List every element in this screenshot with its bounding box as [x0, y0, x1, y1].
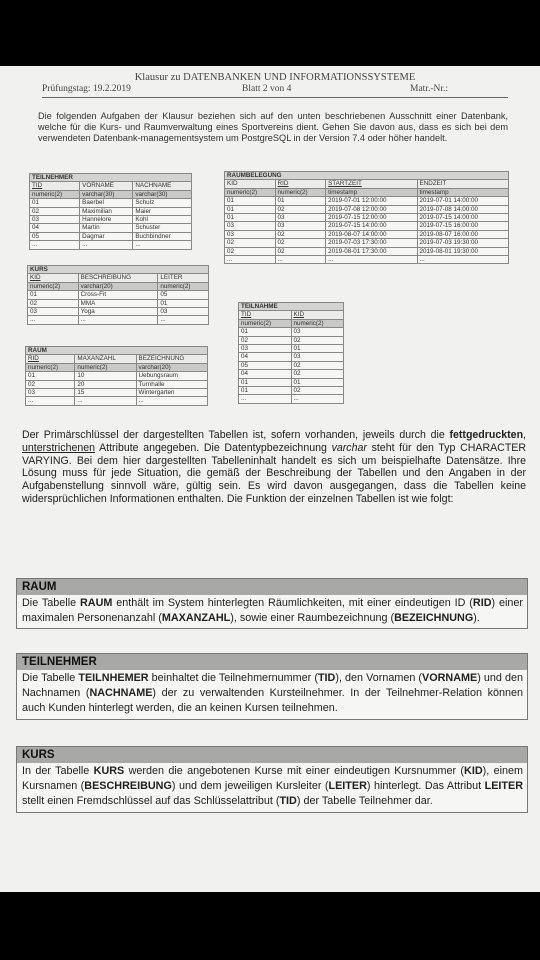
table-cell: varchar(20) [78, 282, 158, 290]
table-row [28, 291, 209, 299]
table-cell: 2019-07-15 14:00:00 [326, 222, 417, 230]
table-cell: varchar(30) [133, 190, 192, 198]
pk-sentence-middle: Attribute angegeben. Die Datentypbezeichnung [99, 441, 327, 454]
table-cell: Maximilian [80, 207, 133, 215]
table-cell: 2019-08-01 17:30:00 [326, 247, 417, 255]
text-segment: ) und den Nachnamen ( [22, 672, 523, 700]
table-cell: 02 [275, 230, 326, 238]
table-row [30, 207, 192, 215]
table-row [239, 378, 344, 386]
table-cell: 01 [225, 214, 276, 222]
table-cell: numeric(2) [28, 282, 79, 290]
table-cell: 03 [291, 328, 344, 336]
table-cell: 01 [291, 345, 344, 353]
table-cell: 03 [158, 308, 209, 316]
table-row [239, 345, 344, 353]
table-cell: LEITER [158, 274, 209, 282]
teilnehmer-hd-row [30, 182, 192, 190]
table-cell: 01 [225, 197, 276, 205]
table-cell: NACHNAME [133, 182, 192, 190]
table-cell: 02 [291, 361, 344, 369]
table-cell: Schuster [133, 224, 192, 232]
table-row [28, 316, 209, 324]
bold-term: NACHNAME [89, 687, 153, 700]
table-cell: 02 [291, 336, 344, 344]
table-cell: 01 [239, 378, 292, 386]
table-cell: KID [225, 180, 276, 188]
table-cell: 02 [275, 205, 326, 213]
table-row [239, 387, 344, 395]
table-cell: 2019-08-07 16:00:00 [417, 230, 508, 238]
table-cell: 02 [30, 207, 80, 215]
table-cell: 01 [239, 387, 292, 395]
table-cell: 15 [75, 389, 136, 397]
table-caption: TEILNAHME [239, 303, 344, 311]
table-caption: KURS [28, 266, 209, 274]
table-cell: 04 [239, 353, 292, 361]
teilnahme-caption-row [239, 303, 344, 311]
table-cell: varchar(20) [136, 363, 208, 371]
table-cell: 02 [225, 247, 276, 255]
table-cell: STARTZEIT [326, 180, 417, 188]
description-kurs [16, 746, 528, 813]
table-cell: 02 [275, 239, 326, 247]
text-segment: ), den Vornamen ( [335, 672, 423, 684]
table-cell: Schulz [133, 199, 192, 207]
text-segment: Die Tabelle [22, 672, 79, 684]
table-cell: 2019-07-03 19:30:00 [417, 239, 508, 247]
table-row [239, 353, 344, 361]
text-segment: beinhaltet die Teilnehmernummer ( [148, 672, 318, 684]
table-cell: TID [30, 182, 80, 190]
table-cell: ... [136, 397, 208, 405]
table-cell: KID [291, 311, 344, 319]
table-cell: numeric(2) [75, 363, 136, 371]
table-teilnahme [238, 302, 344, 404]
table-cell: ... [158, 316, 209, 324]
exam-date: Prüfungstag: 19.2.2019 [42, 84, 131, 94]
exam-title: Klausur zu DATENBANKEN UND INFORMATIONSSYSTEME [134, 72, 416, 83]
varchar-term: varchar [331, 441, 367, 454]
table-cell: timestamp [326, 188, 417, 196]
table-cell: 04 [30, 224, 80, 232]
table-cell: 01 [30, 199, 80, 207]
raumbelegung-ty-row [225, 188, 509, 196]
sheet-number: Blatt 2 von 4 [242, 84, 292, 94]
text-segment: ) und dem jeweiligen Kursleiter ( [171, 780, 329, 793]
table-cell: 02 [225, 239, 276, 247]
text-segment: enthält im System hinterlegten Räumlichkeiten, mit einer eindeutigen ID ( [112, 597, 473, 609]
description-kurs-title: KURS [17, 747, 527, 763]
table-row [28, 308, 209, 316]
table-cell: 01 [28, 291, 79, 299]
sample-data-paragraph: Bei dem hier dargestellten Tabelleninhalt handelt es sich um beispielhafte Datensätze. Ihre Lösung muss für jede Situation, die gemäß der Beschreibung der Tabellen und den Angaben in der Aufgabenstellung sinnvoll wäre, gültig sein. Es wird davon ausgegangen, dass die Tabellen keine widersprüchlichen Informationen enthalten. Die Funktion der einzelnen Tabellen ist wie folgt: [22, 454, 526, 505]
bold-word: fettgedruckten [449, 429, 524, 441]
bold-term: KURS [93, 765, 125, 777]
table-cell: 03 [275, 214, 326, 222]
bold-term: LEITER [328, 780, 367, 793]
table-cell: 04 [239, 370, 292, 378]
table-raumbelegung [224, 171, 509, 264]
table-cell: 05 [239, 361, 292, 369]
table-cell: 01 [275, 197, 326, 205]
pk-sentence-start: Der Primärschlüssel der dargestellten Tabellen ist, sofern vorhanden, jeweils durch die [22, 429, 445, 441]
table-raum [25, 346, 208, 406]
table-row [30, 216, 192, 224]
bold-term: RID [472, 597, 492, 609]
table-cell: 03 [239, 345, 292, 353]
text-segment: ) einer maximalen Personenanzahl ( [22, 597, 524, 625]
table-cell: 2019-07-01 12:00:00 [326, 197, 417, 205]
table-row [225, 256, 509, 264]
table-cell: TID [239, 311, 292, 319]
table-cell: 10 [75, 372, 136, 380]
kurs-caption-row [28, 266, 209, 274]
table-row [26, 389, 208, 397]
raum-hd-row [26, 355, 208, 363]
description-teilnehmer [16, 653, 528, 720]
bold-term: BESCHREIBUNG [84, 780, 172, 793]
table-cell: ... [239, 395, 292, 403]
text-segment: ), einem Kursnamen ( [22, 765, 523, 793]
bold-term: BEZEICHNUNG [394, 612, 474, 625]
table-cell: ENDZEIT [417, 180, 508, 188]
bold-term: MAXANZAHL [161, 612, 231, 625]
table-cell: BEZEICHNUNG [136, 355, 208, 363]
bold-term: RAUM [80, 597, 113, 609]
table-row [225, 214, 509, 222]
text-segment: stellt einen Fremdschlüssel auf das Schlüsselattribut ( [22, 795, 280, 808]
table-cell: ... [326, 256, 417, 264]
table-row [225, 205, 509, 213]
table-cell: 2019-08-07 14:00:00 [326, 230, 417, 238]
table-cell: VORNAME [80, 182, 133, 190]
table-row [26, 380, 208, 388]
table-row [225, 239, 509, 247]
kurs-ty-row [28, 282, 209, 290]
underlined-word: unterstrichenen [22, 441, 96, 454]
bold-term: TID [279, 795, 297, 808]
text-segment: ). [473, 612, 480, 625]
text-segment: werden die angebotenen Kurse mit einer eindeutigen Kursnummer ( [124, 765, 465, 777]
table-cell: Turnhalle [136, 380, 208, 388]
table-cell: 03 [225, 222, 276, 230]
table-cell: 2019-07-08 12:00:00 [326, 205, 417, 213]
table-cell: 03 [225, 230, 276, 238]
bold-term: KID [464, 765, 483, 777]
comma: , [523, 429, 526, 441]
table-cell: numeric(2) [26, 363, 75, 371]
table-cell: 02 [28, 299, 79, 307]
table-cell: timestamp [417, 188, 508, 196]
table-cell: 03 [26, 389, 75, 397]
teilnahme-ty-row [239, 319, 344, 327]
table-cell: 02 [275, 247, 326, 255]
table-cell: numeric(2) [291, 319, 344, 327]
raumbelegung-hd-row [225, 180, 509, 188]
table-cell: Kohl [133, 216, 192, 224]
teilnehmer-ty-row [30, 190, 192, 198]
table-row [28, 299, 209, 307]
table-cell: Yoga [78, 308, 158, 316]
table-cell: ... [75, 397, 136, 405]
teilnahme-hd-row [239, 311, 344, 319]
table-cell: 05 [30, 232, 80, 240]
text-segment: ), sowie einer Raumbezeichnung ( [230, 612, 395, 625]
description-raum-text [17, 595, 527, 628]
table-row [30, 199, 192, 207]
table-cell: numeric(2) [239, 319, 292, 327]
table-cell: 05 [158, 291, 209, 299]
table-cell: 02 [291, 387, 344, 395]
raumbelegung-caption-row [225, 172, 509, 180]
matriculation-field: Matr.-Nr.: [410, 84, 448, 94]
table-caption: TEILNEHMER [30, 174, 192, 182]
table-teilnehmer [29, 173, 192, 250]
table-cell: 03 [28, 308, 79, 316]
text-segment: In der Tabelle [22, 765, 94, 777]
explanation-text [22, 429, 526, 506]
table-cell: ... [417, 256, 508, 264]
table-cell: Baerbel [80, 199, 133, 207]
teilnehmer-caption-row [30, 174, 192, 182]
table-cell: numeric(2) [275, 188, 326, 196]
table-row [30, 232, 192, 240]
table-kurs [27, 265, 209, 325]
table-cell: 20 [75, 380, 136, 388]
table-cell: RID [275, 180, 326, 188]
bold-term: LEITER [484, 780, 523, 793]
text-segment: ) hinterlegt. Das Attribut [366, 780, 485, 793]
kurs-hd-row [28, 274, 209, 282]
table-cell: numeric(2) [225, 188, 276, 196]
table-row [225, 230, 509, 238]
table-row [239, 370, 344, 378]
text-segment: Die Tabelle [22, 597, 80, 609]
table-cell: 01 [225, 205, 276, 213]
raum-caption-row [26, 347, 208, 355]
table-cell: 2019-08-01 19:30:00 [417, 247, 508, 255]
table-cell: 2019-07-15 12:00:00 [326, 214, 417, 222]
table-row [30, 241, 192, 249]
table-caption: RAUM [26, 347, 208, 355]
table-cell: 03 [275, 222, 326, 230]
document-page [0, 66, 540, 892]
table-cell: ... [26, 397, 75, 405]
text-segment: ) der Tabelle Teilnehmer dar. [296, 795, 433, 808]
table-row [26, 372, 208, 380]
bold-term: TEILNHEMER [78, 672, 149, 684]
text-segment: ) der zu verwaltenden Kursteilnehmer. In der Teilnehmer-Relation können auch Kunden hinterlegt werden, die an keinen Kursen teilnehmen. [22, 687, 523, 715]
table-cell: 2019-07-01 14:00:00 [417, 197, 508, 205]
table-cell: ... [291, 395, 344, 403]
table-cell: 02 [26, 380, 75, 388]
table-cell: Cross-Fit [78, 291, 158, 299]
table-cell: 02 [291, 370, 344, 378]
table-cell: ... [275, 256, 326, 264]
table-cell: ... [133, 241, 192, 249]
table-cell: 01 [291, 378, 344, 386]
table-cell: ... [225, 256, 276, 264]
bold-term: VORNAME [422, 672, 478, 684]
pk-sentence-end: steht für den Typ CHARACTER VARYING. [22, 441, 527, 467]
table-cell: 01 [239, 328, 292, 336]
table-row [239, 336, 344, 344]
table-cell: 02 [239, 336, 292, 344]
table-cell: BESCHREIBUNG [78, 274, 158, 282]
table-row [225, 247, 509, 255]
table-cell: Wintergarten [136, 389, 208, 397]
table-cell: Uebungsraum [136, 372, 208, 380]
table-row [30, 224, 192, 232]
table-cell: Maier [133, 207, 192, 215]
table-cell: Dagmar [80, 232, 133, 240]
table-cell: numeric(2) [30, 190, 80, 198]
table-row [239, 328, 344, 336]
table-cell: 2019-07-15 14:00:00 [417, 214, 508, 222]
table-cell: Buchbindner [133, 232, 192, 240]
description-teilnehmer-text [17, 670, 527, 719]
table-cell: KID [28, 274, 79, 282]
table-cell: ... [78, 316, 158, 324]
description-kurs-text [17, 763, 527, 812]
table-cell: ... [30, 241, 80, 249]
table-cell: varchar(30) [80, 190, 133, 198]
intro-paragraph: Die folgenden Aufgaben der Klausur beziehen sich auf den unten beschriebenen Ausschnitt einer Datenbank, welche für die Kurs- und Raumverwaltung eines Sportvereins dient. Gehen Sie davon aus, dass es sich bei dem verwendeten Datenbank-managementsystem um PostgreSQL in der Version 7.4 oder höher handelt. [38, 111, 508, 144]
description-teilnehmer-title: TEILNEHMER [17, 654, 527, 670]
table-row [225, 197, 509, 205]
description-raum [16, 578, 528, 629]
table-row [239, 395, 344, 403]
description-raum-title: RAUM [17, 579, 527, 595]
table-row [239, 361, 344, 369]
table-row [26, 397, 208, 405]
table-cell: MMA [78, 299, 158, 307]
table-cell: MAXANZAHL [75, 355, 136, 363]
table-caption: RAUMBELEGUNG [225, 172, 509, 180]
table-cell: ... [28, 316, 79, 324]
table-cell: ... [80, 241, 133, 249]
table-cell: 2019-07-15 16:00:00 [417, 222, 508, 230]
table-cell: RID [26, 355, 75, 363]
table-row [225, 222, 509, 230]
table-cell: 01 [26, 372, 75, 380]
table-cell: numeric(2) [158, 282, 209, 290]
table-cell: 2019-07-03 17:30:00 [326, 239, 417, 247]
table-cell: 03 [30, 216, 80, 224]
table-cell: 01 [158, 299, 209, 307]
table-cell: 03 [291, 353, 344, 361]
raum-ty-row [26, 363, 208, 371]
exam-meta-row [42, 84, 508, 98]
bold-term: TID [317, 672, 336, 684]
table-cell: Martin [80, 224, 133, 232]
table-cell: 2019-07-08 14:00:00 [417, 205, 508, 213]
table-cell: Hannelore [80, 216, 133, 224]
